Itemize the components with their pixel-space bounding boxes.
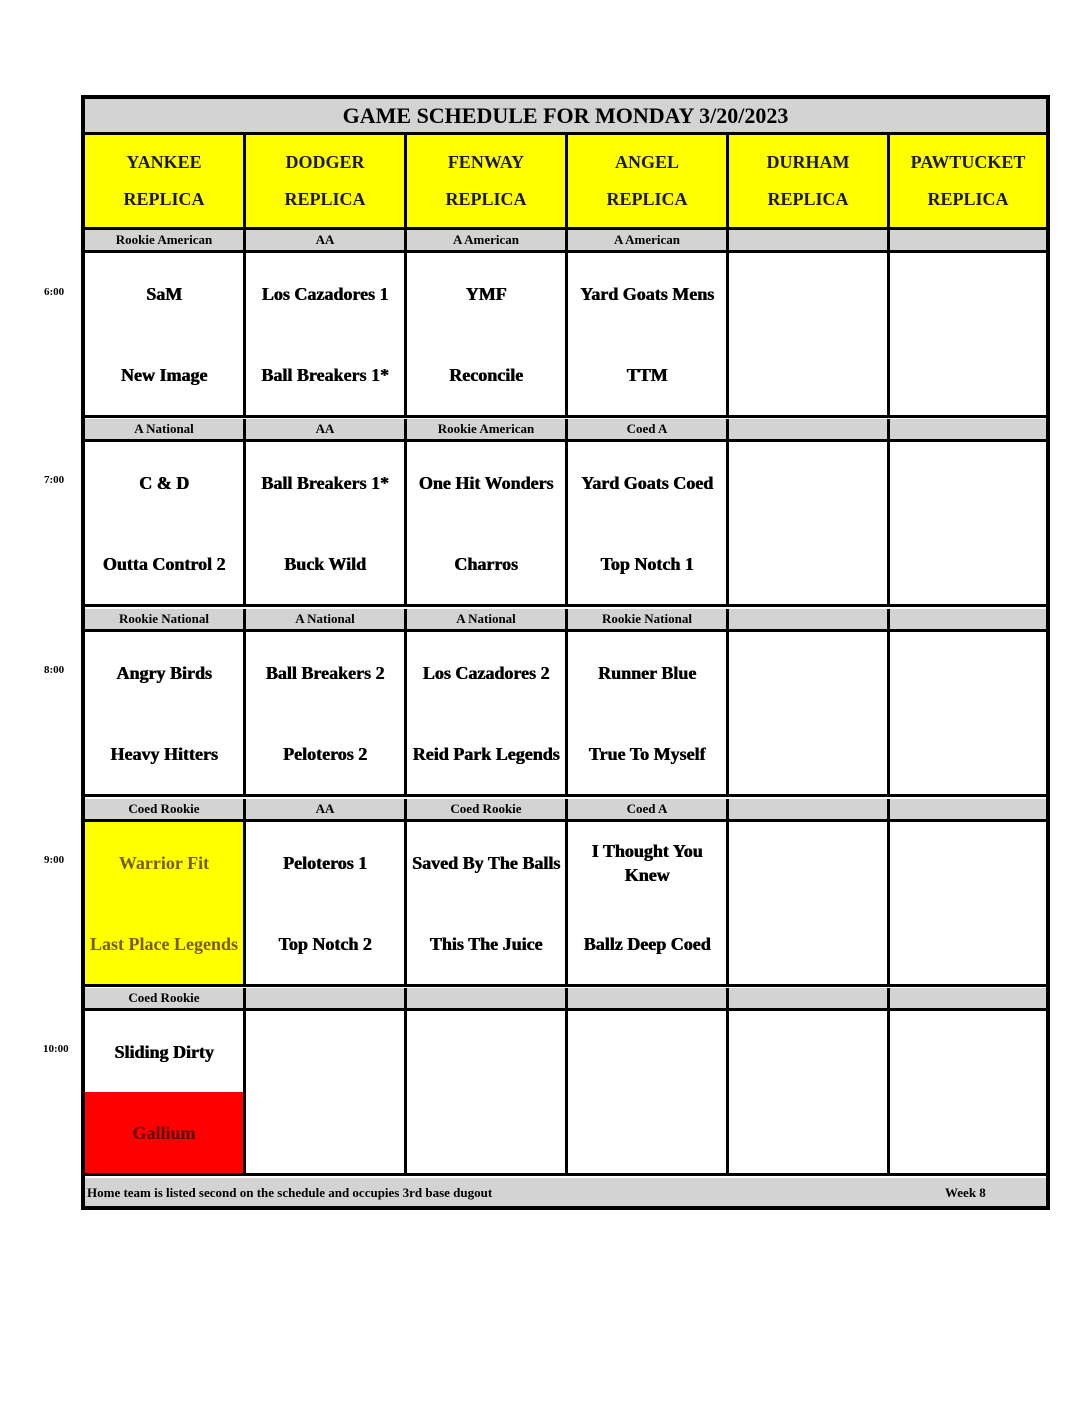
away-team	[407, 1011, 565, 1092]
game-cell	[568, 442, 729, 604]
home-team	[246, 1092, 404, 1173]
game-cell	[407, 253, 568, 415]
away-team: Peloteros 1	[282, 852, 368, 873]
division-label: Rookie American	[407, 419, 568, 439]
home-team: TTM	[626, 364, 668, 385]
away-team	[729, 253, 887, 334]
home-team	[890, 1092, 1046, 1173]
away-team	[890, 632, 1046, 713]
field-type: REPLICA	[927, 189, 1009, 209]
field-name: YANKEE	[126, 152, 202, 172]
division-label: A American	[407, 230, 568, 250]
game-cell	[568, 253, 729, 415]
field-name: DURHAM	[766, 152, 850, 172]
game-cell	[729, 1011, 890, 1173]
time-slot-label: 9:00	[44, 854, 65, 866]
away-team	[729, 442, 887, 523]
division-label	[890, 799, 1046, 819]
game-cell	[890, 442, 1046, 604]
division-row	[85, 419, 1046, 442]
division-label	[729, 609, 890, 629]
field-header-2	[407, 135, 568, 227]
away-team: C & D	[139, 472, 189, 493]
game-cell	[890, 253, 1046, 415]
game-cell	[246, 1011, 407, 1173]
field-type: REPLICA	[445, 189, 527, 209]
game-cell	[85, 822, 246, 984]
home-team: Gallium	[85, 1092, 243, 1173]
game-cell	[85, 632, 246, 794]
away-team	[890, 253, 1046, 334]
game-cell	[246, 253, 407, 415]
game-cell	[890, 632, 1046, 794]
home-team: Buck Wild	[284, 553, 366, 574]
home-team	[729, 1092, 887, 1173]
schedule-title: GAME SCHEDULE FOR MONDAY 3/20/2023	[85, 99, 1046, 135]
field-header-1	[246, 135, 407, 227]
division-label: AA	[246, 799, 407, 819]
division-label: A National	[85, 419, 246, 439]
division-label: A National	[407, 609, 568, 629]
game-cell	[246, 442, 407, 604]
home-team: Top Notch 1	[600, 553, 694, 574]
home-team: Peloteros 2	[282, 743, 368, 764]
division-label	[568, 988, 729, 1008]
division-label: AA	[246, 419, 407, 439]
division-label: Rookie National	[568, 609, 729, 629]
division-label: Rookie American	[85, 230, 246, 250]
field-type: REPLICA	[123, 189, 205, 209]
division-label: Coed Rookie	[407, 799, 568, 819]
division-label: Coed Rookie	[85, 988, 246, 1008]
schedule-footer	[85, 1178, 1046, 1206]
home-team	[729, 713, 887, 794]
game-cell	[729, 442, 890, 604]
game-cell	[246, 822, 407, 984]
away-team	[246, 1011, 404, 1092]
home-team	[729, 523, 887, 604]
division-label: Coed A	[568, 799, 729, 819]
game-cell	[890, 1011, 1046, 1173]
away-team	[890, 1011, 1046, 1092]
game-row	[85, 632, 1046, 797]
away-team: Ball Breakers 1*	[261, 472, 389, 493]
game-cell	[407, 632, 568, 794]
away-team	[568, 1011, 726, 1092]
home-team: True To Myself	[588, 743, 706, 764]
field-type: REPLICA	[767, 189, 849, 209]
time-slot-label: 10:00	[43, 1043, 69, 1055]
away-team: Los Cazadores 2	[422, 662, 550, 683]
time-slot-label: 8:00	[44, 664, 65, 676]
home-team	[890, 713, 1046, 794]
home-team: Outta Control 2	[102, 553, 226, 574]
home-team	[407, 1092, 565, 1173]
field-header-0	[85, 135, 246, 227]
field-header-4	[729, 135, 890, 227]
home-team	[729, 903, 887, 984]
game-row	[85, 442, 1046, 607]
game-row	[85, 1011, 1046, 1176]
division-label: A National	[246, 609, 407, 629]
field-header-3	[568, 135, 729, 227]
week-label: Week 8	[945, 1185, 986, 1200]
away-team: Angry Birds	[116, 662, 212, 683]
division-label	[890, 230, 1046, 250]
game-cell	[407, 1011, 568, 1173]
home-team: Ball Breakers 1*	[261, 364, 389, 385]
division-label: Rookie National	[85, 609, 246, 629]
home-team: Top Notch 2	[278, 933, 372, 954]
division-label: AA	[246, 230, 407, 250]
game-cell	[890, 822, 1046, 984]
game-cell	[568, 1011, 729, 1173]
home-team: Last Place Legends	[85, 903, 243, 984]
away-team: Ball Breakers 2	[265, 662, 385, 683]
home-team: This The Juice	[429, 933, 543, 954]
game-cell	[568, 632, 729, 794]
away-team: I Thought You Knew	[591, 840, 703, 885]
division-label	[890, 988, 1046, 1008]
field-header-5	[890, 135, 1046, 227]
game-cell	[246, 632, 407, 794]
away-team	[890, 822, 1046, 903]
division-label	[729, 419, 890, 439]
field-type: REPLICA	[606, 189, 688, 209]
home-team	[568, 1092, 726, 1173]
field-type: REPLICA	[284, 189, 366, 209]
home-team	[890, 523, 1046, 604]
game-cell	[407, 442, 568, 604]
away-team: Los Cazadores 1	[261, 283, 389, 304]
footer-note: Home team is listed second on the schedule and occupies 3rd base dugout	[87, 1185, 493, 1200]
game-cell	[85, 1011, 246, 1173]
away-team: Warrior Fit	[85, 822, 243, 903]
division-row	[85, 988, 1046, 1011]
division-row	[85, 230, 1046, 253]
home-team: Reconcile	[449, 364, 523, 385]
away-team	[890, 442, 1046, 523]
away-team: One Hit Wonders	[418, 472, 554, 493]
division-label	[890, 609, 1046, 629]
field-name: ANGEL	[614, 152, 679, 172]
division-label: Coed A	[568, 419, 729, 439]
game-cell	[85, 442, 246, 604]
home-team	[729, 334, 887, 415]
home-team: Ballz Deep Coed	[583, 933, 711, 954]
division-label	[729, 230, 890, 250]
game-cell	[568, 822, 729, 984]
division-row	[85, 609, 1046, 632]
away-team: Yard Goats Coed	[580, 472, 713, 493]
field-name: PAWTUCKET	[910, 152, 1026, 172]
game-cell	[407, 822, 568, 984]
time-slot-label: 7:00	[44, 474, 65, 486]
away-team: SaM	[146, 283, 182, 304]
home-team: Charros	[454, 553, 518, 574]
time-slot-label: 6:00	[44, 286, 65, 298]
away-team: Yard Goats Mens	[580, 283, 714, 304]
away-team	[729, 822, 887, 903]
away-team: Saved By The Balls	[411, 852, 561, 873]
field-name: DODGER	[285, 152, 365, 172]
division-label: Coed Rookie	[85, 799, 246, 819]
field-name: FENWAY	[447, 152, 525, 172]
game-cell	[729, 253, 890, 415]
division-label	[729, 988, 890, 1008]
away-team: Sliding Dirty	[114, 1041, 214, 1062]
home-team: Reid Park Legends	[412, 743, 560, 764]
game-cell	[729, 822, 890, 984]
away-team: Runner Blue	[597, 662, 697, 683]
division-label	[890, 419, 1046, 439]
home-team: New Image	[120, 364, 208, 385]
game-row	[85, 253, 1046, 418]
game-cell	[729, 632, 890, 794]
home-team	[890, 903, 1046, 984]
game-row	[85, 822, 1046, 987]
division-row	[85, 799, 1046, 822]
field-header-row	[85, 135, 1046, 230]
division-label	[246, 988, 407, 1008]
division-label: A American	[568, 230, 729, 250]
home-team: Heavy Hitters	[110, 743, 218, 764]
away-team	[729, 1011, 887, 1092]
game-cell	[85, 253, 246, 415]
away-team: YMF	[465, 283, 507, 304]
home-team	[890, 334, 1046, 415]
division-label	[729, 799, 890, 819]
schedule-table	[81, 95, 1050, 1210]
division-label	[407, 988, 568, 1008]
away-team	[729, 632, 887, 713]
